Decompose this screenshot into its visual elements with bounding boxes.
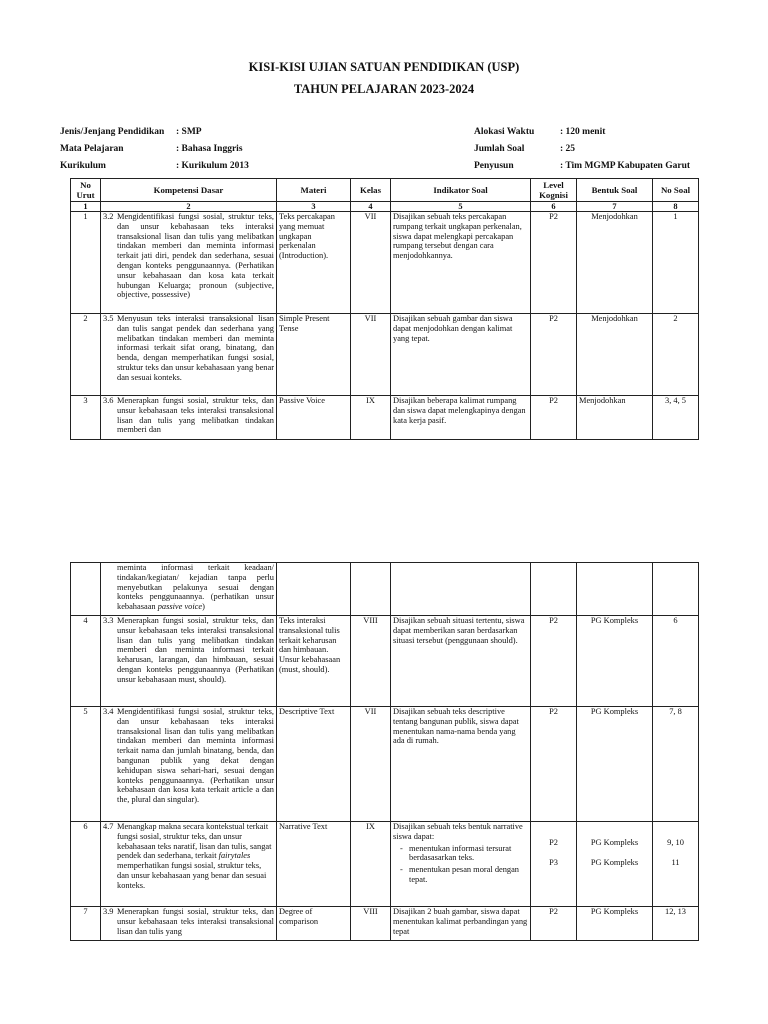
row-indikator [391,563,531,616]
row-kd [101,822,277,907]
col-number: 8 [653,202,699,212]
row-bentuk: PG Kompleks [577,907,653,941]
row-materi: Narrative Text [277,822,351,907]
column-number-row [71,202,699,212]
kd-text: Menerapkan fungsi sosial, struktur teks, dan unsur kebahasaan teks interaksi transaksional lisan dan tulis yang melibatkan tindakan memberi dan meminta informasi terkait keharusan, larangan, dan himbauan, sesuai dengan konteks penggunaannya (Perhatikan unsur kebahasaan must, should). [117,616,274,684]
document-subtitle: TAHUN PELAJARAN 2023-2024 [293,82,475,96]
row-no-soal [653,822,699,907]
nosoal-item: 9, 10 [667,838,684,847]
indikator-list [393,844,528,885]
row-indikator [391,822,531,907]
row-kelas [351,563,391,616]
info-value-penyusun: : Tim MGMP Kabupaten Garut [560,161,691,171]
kd-text: Menangkap makna secara kontekstual terkait fungsi sosial, struktur teks, dan unsur kebahasaan teks naratif, lisan dan tulis, sangat pendek dan sederhana, terkait [117,822,272,861]
header-bentuk: Bentuk Soal [577,179,653,202]
table-row [71,822,699,907]
row-level: P2 [531,396,577,440]
info-label-alokasi: Alokasi Waktu [474,127,535,137]
row-no: 7 [71,907,101,941]
row-no-soal: 3, 4, 5 [653,396,699,440]
row-indikator: Disajikan sebuah teks percakapan rumpang terkait ungkapan perkenalan, siswa dapat melengkapi percakapan rumpang tersebut dengan cara menjodohkannya. [391,212,531,314]
row-no-soal [653,563,699,616]
row-bentuk [577,563,653,616]
row-kd [101,907,277,941]
info-value-jumlah: : 25 [560,144,576,154]
level-item: P3 [549,857,558,867]
header-materi: Materi [277,179,351,202]
col-number: 6 [531,202,577,212]
row-materi [277,563,351,616]
row-level [531,563,577,616]
row-no: 1 [71,212,101,314]
row-no: 4 [71,616,101,707]
table-row [71,212,699,314]
row-indikator: Disajikan beberapa kalimat rumpang dan siswa dapat melengkapinya dengan kata kerja pasif. [391,396,531,440]
row-no: 6 [71,822,101,907]
info-value-alokasi: : 120 menit [560,127,606,137]
row-level: P2 [531,314,577,396]
row-level: P2 [531,616,577,707]
row-kd [101,563,277,616]
kd-number: 3.4 [103,707,114,716]
col-number: 5 [391,202,531,212]
kd-number: 3.3 [103,616,114,625]
col-number: 1 [71,202,101,212]
table-row [71,314,699,396]
row-materi: Simple Present Tense [277,314,351,396]
col-number: 3 [277,202,351,212]
row-bentuk: PG Kompleks [577,707,653,822]
row-kelas: IX [351,822,391,907]
row-no-soal: 1 [653,212,699,314]
row-no-soal: 6 [653,616,699,707]
info-value-kurikulum: : Kurikulum 2013 [176,161,249,171]
row-level: P2 [531,707,577,822]
row-materi: Passive Voice [277,396,351,440]
indikator-item: - menentukan informasi tersurat berdasasarkan teks. [409,844,528,864]
table-row [71,907,699,941]
row-materi: Degree of comparison [277,907,351,941]
header-indikator: Indikator Soal [391,179,531,202]
row-no: 2 [71,314,101,396]
row-bentuk: Menjodohkan [577,212,653,314]
row-kd [101,212,277,314]
kd-number: 3.9 [103,907,114,916]
document-title: KISI-KISI UJIAN SATUAN PENDIDIKAN (USP) [248,60,520,74]
row-kd [101,314,277,396]
kd-text: meminta informasi terkait keadaan/ tindakan/kegiatan/ kejadian tanpa perlu menyebutkan pelakunya sesuai dengan konteks penggunaannya. (perhatikan unsur kebahasaan [117,563,274,612]
row-no-soal: 7, 8 [653,707,699,822]
info-label-penyusun: Penyusun [474,161,514,171]
row-indikator: Disajikan sebuah situasi tertentu, siswa dapat memberikan saran berdasarkan situasi tersebut (penggunaan should). [391,616,531,707]
row-indikator: Disajikan sebuah teks descriptive tentang bangunan publik, siswa dapat menentukan nama-nama benda yang ada di rumah. [391,707,531,822]
header-kompetensi-dasar: Kompetensi Dasar [101,179,277,202]
kd-number: 3.2 [103,212,114,221]
kd-text: Mengidentifikasi fungsi sosial, struktur teks, dan unsur kebahasaan teks interaksi transaksional lisan dan tulis yang melibatkan tindakan memberi dan meminta informasi terkait nama dan jumlah binatang, benda, dan bangunan publik yang dekat dengan kehidupan siswa sehari-hari, sesuai dengan konteks penggunaannya. (Perhatikan unsur kebahasaan dan kosa kata terkait article a dan the, plural dan singular). [117,707,274,805]
table-row [71,707,699,822]
kd-text: Menerapkan fungsi sosial, struktur teks, dan unsur kebahasaan teks interaksi transaksional lisan dan tulis yang [117,907,274,936]
indikator-intro: Disajikan sebuah teks bentuk narrative siswa dapat: [393,822,523,841]
nosoal-item: 11 [671,857,680,867]
row-level [531,822,577,907]
row-kelas: VIII [351,616,391,707]
kd-number: 4.7 [103,822,114,831]
table-header-row [71,179,699,202]
row-materi: Teks interaksi transaksional tulis terkait keharusan dan himbauan. Unsur kebahasaan (must, should). [277,616,351,707]
row-bentuk [577,822,653,907]
table-row-continued [71,563,699,616]
row-no: 3 [71,396,101,440]
info-label-jumlah: Jumlah Soal [474,144,525,154]
col-number: 4 [351,202,391,212]
row-materi: Descriptive Text [277,707,351,822]
kd-text: Menyusun teks interaksi transaksional lisan dan tulis sangat pendek dan sederhana yang melibatkan tindakan memberi dan meminta informasi terkait sifat orang, binatang, dan benda, dengan memperhatikan fungsi sosial, struktur teks dan unsur kebahasaan yang benar dan sesuai konteks. [117,314,274,382]
row-no: 5 [71,707,101,822]
row-kelas: VII [351,707,391,822]
row-kd [101,707,277,822]
kisi-table-part1 [70,178,699,440]
kisi-table-part2 [70,562,699,941]
col-number: 2 [101,202,277,212]
col-number: 7 [577,202,653,212]
row-bentuk: Menjodohkan [577,314,653,396]
kd-text: memperhatikan fungsi sosial, struktur teks, dan unsur kebahasaan yang benar dan sesuai konteks. [117,861,267,890]
kd-text: ) [202,602,205,612]
header-no-urut: No Urut [71,179,101,202]
info-value-mapel: : Bahasa Inggris [176,144,243,154]
bentuk-item: PG Kompleks [590,838,639,847]
row-kelas: VIII [351,907,391,941]
info-label-jenjang: Jenis/Jenjang Pendidikan [60,127,165,137]
kd-text-italic: passive voice [157,602,203,612]
row-kelas: VII [351,212,391,314]
row-kelas: VII [351,314,391,396]
row-no-soal: 2 [653,314,699,396]
row-level: P2 [531,907,577,941]
kd-text: Mengidentifikasi fungsi sosial, struktur teks, dan unsur kebahasaan teks interaksi transaksional lisan dan tulis yang melibatkan tindakan memberi dan meminta informasi terkait jati diri, pendek dan sederhana, sesuai dengan konteks penggunaannya. (Perhatikan unsur kebahasaan dan kosa kata terkait hubungan Keluarga; pronoun (subjective, objective, possessive) [117,212,274,300]
header-kelas: Kelas [351,179,391,202]
table-row [71,616,699,707]
kd-number: 3.6 [103,396,114,405]
kd-number: 3.5 [103,314,114,323]
indikator-item: - menentukan pesan moral dengan tepat. [409,865,528,885]
row-kd [101,616,277,707]
bentuk-item: PG Kompleks [590,857,639,867]
row-bentuk: PG Kompleks [577,616,653,707]
row-bentuk: Menjodohkan [577,396,653,440]
row-kd [101,396,277,440]
row-level: P2 [531,212,577,314]
info-label-kurikulum: Kurikulum [60,161,106,171]
info-value-jenjang: : SMP [176,127,202,137]
row-no [71,563,101,616]
kd-text: Menerapkan fungsi sosial, struktur teks, dan unsur kebahasaan teks interaksi transaksional lisan dan tulis yang melibatkan tindakan memberi dan [117,396,274,435]
row-no-soal: 12, 13 [653,907,699,941]
kd-text-italic: fairytales [218,851,251,861]
row-indikator: Disajikan sebuah gambar dan siswa dapat menjodohkan dengan kalimat yang tepat. [391,314,531,396]
row-materi: Teks percakapan yang memuat ungkapan perkenalan (Introduction). [277,212,351,314]
table-row [71,396,699,440]
header-level: Level Kognisi [531,179,577,202]
row-indikator: Disajikan 2 buah gambar, siswa dapat menentukan kalimat perbandingan yang tepat [391,907,531,941]
row-kelas: IX [351,396,391,440]
header-no-soal: No Soal [653,179,699,202]
level-item: P2 [549,838,558,847]
info-label-mapel: Mata Pelajaran [60,144,124,154]
